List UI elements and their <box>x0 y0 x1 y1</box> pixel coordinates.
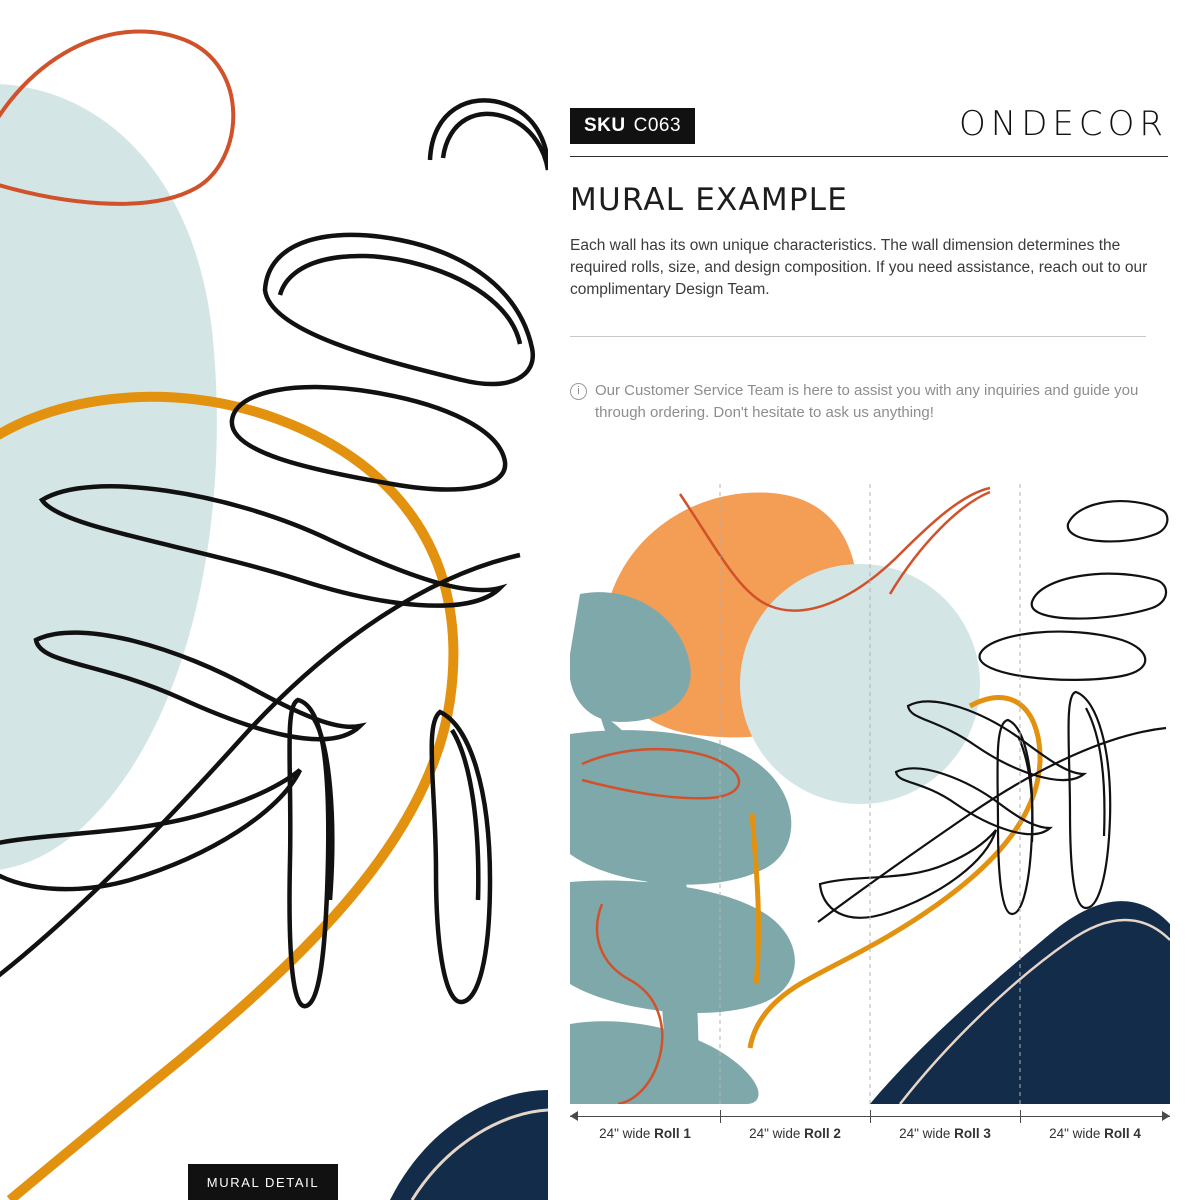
roll-name-1: Roll 1 <box>654 1126 691 1141</box>
brand-logo: ONDECOR <box>959 104 1168 144</box>
roll-name-4: Roll 4 <box>1104 1126 1141 1141</box>
roll-label-1 <box>570 1126 720 1141</box>
mural-detail-badge: MURAL DETAIL <box>188 1164 338 1200</box>
measure-arrow-left <box>570 1111 578 1121</box>
roll-width-1: 24" wide <box>599 1126 651 1141</box>
sku-badge <box>570 108 695 144</box>
pale-blue-circle <box>740 564 980 804</box>
mural-preview-artwork <box>570 484 1170 1104</box>
roll-label-2 <box>720 1126 870 1141</box>
navy-blob <box>390 1090 548 1200</box>
measure-tick <box>870 1110 871 1123</box>
header-row <box>570 104 1168 146</box>
customer-service-text: Our Customer Service Team is here to assist you with any inquiries and guide you through ordering. Don't hesitate to ask us anything! <box>595 382 1139 421</box>
info-panel <box>548 0 1200 1200</box>
roll-label-3 <box>870 1126 1020 1141</box>
mural-detail-panel <box>0 0 548 1200</box>
section-divider <box>570 336 1146 337</box>
page-title: MURAL EXAMPLE <box>570 182 848 218</box>
roll-name-3: Roll 3 <box>954 1126 991 1141</box>
roll-width-3: 24" wide <box>899 1126 951 1141</box>
customer-service-note <box>570 380 1150 424</box>
roll-width-4: 24" wide <box>1049 1126 1101 1141</box>
mural-preview <box>570 484 1170 1104</box>
measure-tick <box>720 1110 721 1123</box>
roll-label-4 <box>1020 1126 1170 1141</box>
measure-bar <box>570 1110 1170 1124</box>
sku-label: SKU <box>584 115 626 136</box>
header-divider <box>570 156 1168 157</box>
roll-name-2: Roll 2 <box>804 1126 841 1141</box>
sku-value: C063 <box>633 115 682 136</box>
info-icon: i <box>570 383 587 400</box>
description-text: Each wall has its own unique characteristics. The wall dimension determines the required rolls, size, and design composition. If you need assistance, reach out to our complimentary Design Team. <box>570 237 1148 298</box>
measure-tick <box>1020 1110 1021 1123</box>
mural-detail-artwork <box>0 0 548 1200</box>
measure-arrow-right <box>1162 1111 1170 1121</box>
roll-labels <box>570 1126 1170 1141</box>
roll-width-2: 24" wide <box>749 1126 801 1141</box>
